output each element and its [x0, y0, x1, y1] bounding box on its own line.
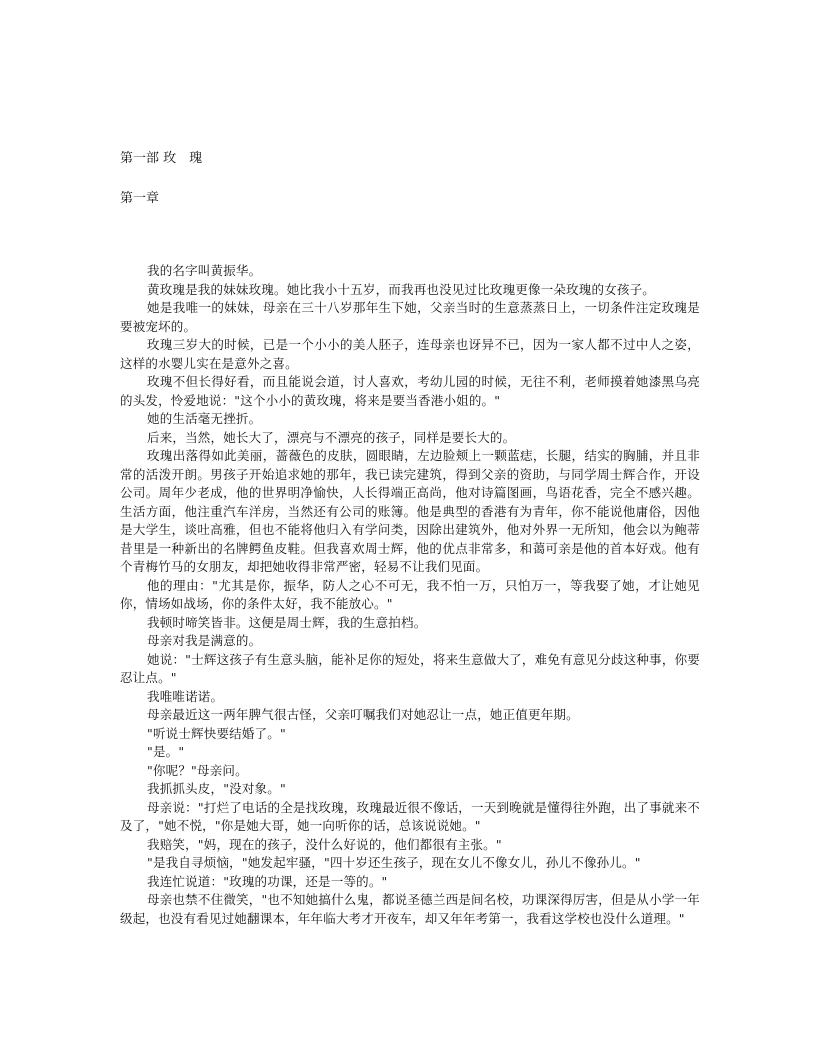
paragraph: 我的名字叫黄振华。 — [147, 263, 262, 278]
paragraph: 玫瑰不但长得好看，而且能说会道，讨人喜欢，考幼儿园的时候，无往不利，老师摸着她漆黑乌亮的头发，怜爱地说："这个小小的黄玫瑰，将来是要当香港小姐的。" — [120, 374, 700, 408]
chapter-title: 第一章 — [120, 191, 160, 206]
paragraph: 母亲说："打烂了电话的全是找玫瑰，玫瑰最近很不像话，一天到晚就是懂得往外跑，出了事就来不及了，"她不悦，"你是她大哥，她一向听你的话，总该说说她。" — [120, 799, 700, 833]
paragraph: "是我自寻烦恼，"她发起牢骚，"四十岁还生孩子，现在女儿不像女儿，孙儿不像孙儿。" — [147, 855, 641, 870]
paragraph: 我唯唯诺诺。 — [147, 688, 224, 704]
paragraph: 我连忙说道："玫瑰的功课，还是一等的。" — [147, 873, 388, 889]
paragraph: 母亲对我是满意的。 — [147, 633, 262, 648]
paragraph: 她的生活毫无挫折。 — [147, 411, 262, 426]
chapter-body — [120, 262, 700, 928]
paragraph: 玫瑰出落得如此美丽，蔷薇色的皮肤，圆眼睛，左边脸颊上一颗蓝痣，长腿，结实的胸脯，并且非常的活泼开朗。男孩子开始追求她的那年，我已读完建筑，得到父亲的资助，与同学周士辉合作，开设公司。周年少老成，他的世界明净愉快，人长得端正高尚，他对诗篇图画，鸟语花香，完全不感兴趣。生活方面，他注重汽车洋房，当然还有公司的账簿。他是典型的香港有为青年，你不能说他庸俗，因他是大学生，谈吐高雅，但也不能将他归入有学问类，因除出建筑外，他对外界一无所知，他会以为鲍蒂昔里是一种新出的名牌鳄鱼皮鞋。但我喜欢周士辉，他的优点非常多，和蔼可亲是他的首本好戏。他有个青梅竹马的女朋友，却把她收得非常严密，轻易不让我们见面。 — [120, 448, 700, 574]
paragraph: 后来，当然，她长大了，漂亮与不漂亮的孩子，同样是要长大的。 — [147, 429, 516, 445]
paragraph: 黄玫瑰是我的妹妹玫瑰。她比我小十五岁，而我再也没见过比玫瑰更像一朵玫瑰的女孩子。 — [147, 281, 656, 297]
paragraph: "是。" — [147, 744, 185, 759]
paragraph: 我顿时啼笑皆非。这便是周士辉，我的生意拍档。 — [147, 614, 427, 630]
paragraph: "听说士辉快要结婚了。" — [147, 725, 286, 741]
document-page — [120, 150, 700, 928]
paragraph: 我赔笑，"妈，现在的孩子，没什么好说的，他们都很有主张。" — [147, 836, 502, 852]
paragraph: 母亲最近这一两年脾气很古怪，父亲叮嘱我们对她忍让一点，她正值更年期。 — [147, 707, 579, 722]
part-title: 第一部 玫 瑰 — [120, 151, 203, 166]
paragraph: "你呢？"母亲问。 — [147, 762, 248, 778]
paragraph: 她是我唯一的妹妹，母亲在三十八岁那年生下她，父亲当时的生意蒸蒸日上，一切条件注定玫瑰是要被宠坏的。 — [120, 300, 700, 334]
paragraph: 她说："士辉这孩子有生意头脑，能补足你的短处，将来生意做大了，难免有意见分歧这种事，你要忍让点。" — [120, 651, 700, 685]
paragraph: 母亲也禁不住微笑，"也不知她搞什么鬼，都说圣德兰西是间名校，功课深得厉害，但是从小学一年级起，也没有看见过她翻课本，年年临大考才开夜车，却又年年考第一，我看这学校也没什么道理。" — [120, 892, 700, 926]
paragraph: 我抓抓头皮，"没对象。" — [147, 781, 286, 796]
paragraph: 他的理由："尤其是你，振华，防人之心不可无，我不怕一万，只怕万一，等我娶了她，才让她见你，情场如战场，你的条件太好，我不能放心。" — [120, 577, 700, 611]
paragraph: 玫瑰三岁大的时候，已是一个小小的美人胚子，连母亲也讶异不已，因为一家人都不过中人之姿，这样的水婴儿实在是意外之喜。 — [120, 337, 700, 371]
